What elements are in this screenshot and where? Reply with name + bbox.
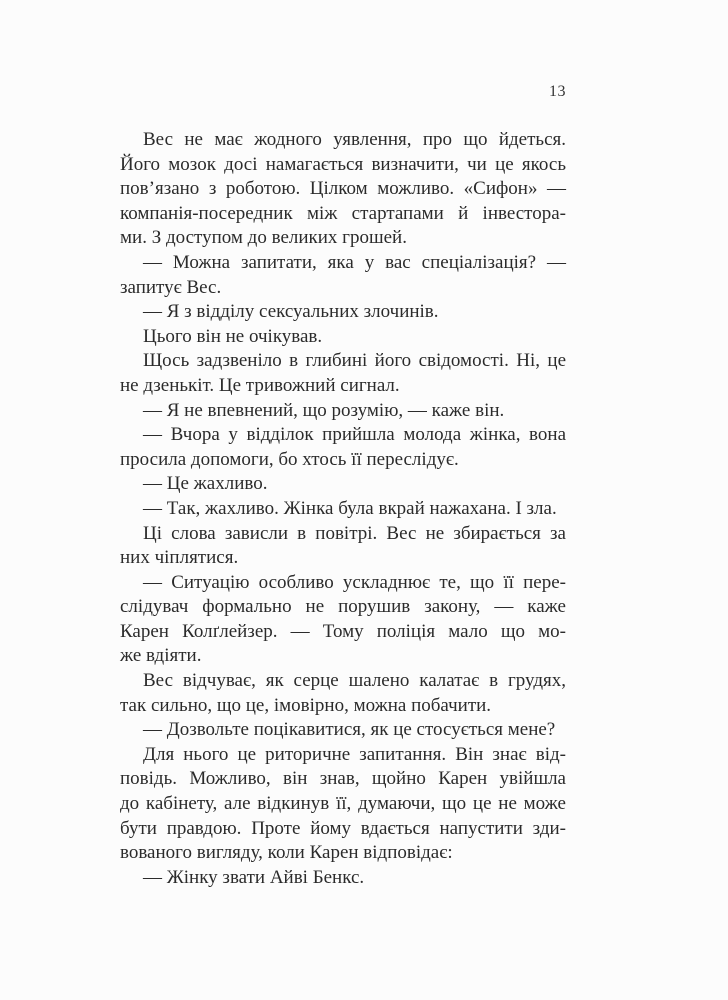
- text-line: вованого вигляду, коли Карен відповідає:: [120, 842, 453, 864]
- text-line: Вес не має жодного уявлення, про що йдеться.: [143, 129, 566, 150]
- text-line: — Так, жахливо. Жінка була вкрай нажахана. І зла.: [143, 497, 557, 519]
- text-line: повідь. Можливо, він знав, щойно Карен увійшла: [120, 768, 566, 790]
- text-line: Щось задзвеніло в глибині його свідомості. Ні, це: [143, 350, 566, 372]
- text-line: Ці слова зависли в повітрі. Вес не збирається за: [143, 522, 566, 544]
- text-line: — Дозвольте поцікавитися, як це стосується мене?: [143, 719, 556, 741]
- text-line: бути правдою. Проте йому вдається напустити зди-: [120, 817, 566, 839]
- text-line: — Ситуацію особливо ускладнює те, що її пере-: [143, 571, 566, 593]
- text-line: до кабінету, але відкинув її, думаючи, що це не може: [120, 793, 566, 815]
- text-line: запитує Вес.: [120, 276, 222, 298]
- text-line: просила допомоги, бо хтось її переслідує.: [120, 448, 459, 470]
- text-line: ми. З доступом до великих грошей.: [120, 227, 407, 249]
- text-line: слідувач формально не порушив закону, — каже: [120, 596, 566, 618]
- text-line: не дзенькіт. Це тривожний сигнал.: [120, 374, 400, 396]
- page-body: [120, 128, 566, 890]
- text-line: так сильно, що це, імовірно, можна побачити.: [120, 694, 492, 716]
- text-line: — Жінку звати Айві Бенкс.: [143, 866, 365, 888]
- text-line: же вдіяти.: [120, 645, 202, 667]
- text-line: Карен Колґлейзер. — Тому поліція мало що мо-: [120, 620, 566, 642]
- text-line: Цього він не очікував.: [143, 325, 323, 347]
- text-line: — Вчора у відділок прийшла молода жінка, вона: [143, 424, 566, 446]
- text-line: — Можна запитати, яка у вас спеціалізація? —: [143, 251, 566, 273]
- text-line: пов’язано з роботою. Цілком можливо. «Сифон» —: [120, 178, 566, 200]
- text-line: — Я не впевнений, що розумію, — каже він.: [143, 399, 505, 421]
- text-line: — Це жахливо.: [143, 473, 268, 495]
- text-line: Вес відчуває, як серце шалено калатає в грудях,: [143, 670, 566, 692]
- text-line: Для нього це риторичне запитання. Він знає від-: [143, 743, 566, 765]
- page-number: 13: [549, 83, 566, 100]
- text-line: Його мозок досі намагається визначити, чи це якось: [120, 153, 566, 175]
- text-line: них чіплятися.: [120, 547, 239, 569]
- text-line: — Я з відділу сексуальних злочинів.: [143, 301, 439, 323]
- text-line: компанія-посередник між стартапами й інвестора-: [120, 202, 566, 224]
